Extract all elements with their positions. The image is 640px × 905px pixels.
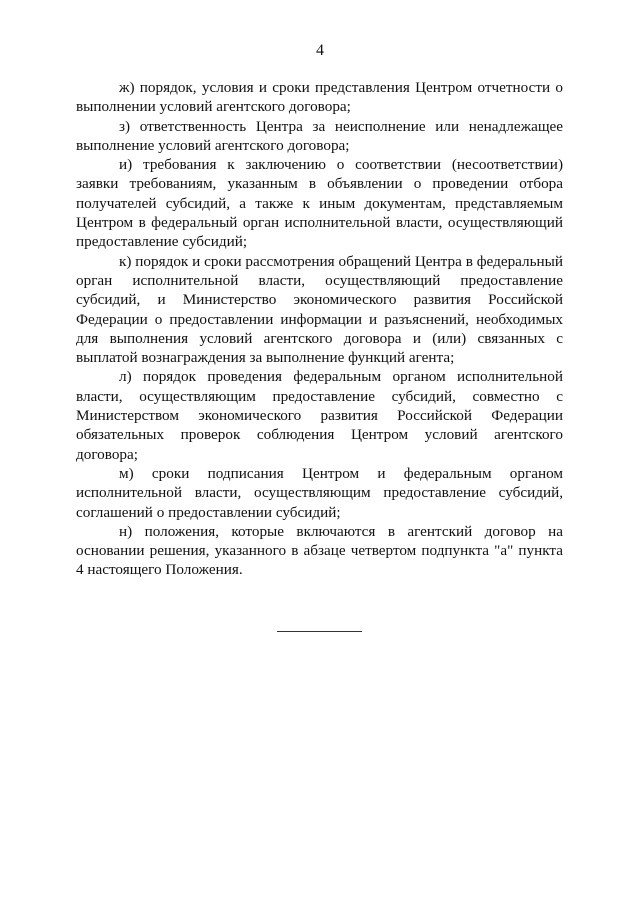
paragraph-zh: ж) порядок, условия и сроки представления Центром отчетности о выполнении условий агентского договора; (76, 79, 563, 116)
page-number: 4 (316, 42, 324, 59)
paragraph-z: з) ответственность Центра за неисполнение или ненадлежащее выполнение условий агентского договора; (76, 117, 563, 154)
paragraph-k: к) порядок и сроки рассмотрения обращений Центра в федеральный орган исполнительной власти, осуществляющий предоставление субсидий, и Министерство экономического развития Российской Федерации о предоставлении информации и разъяснений, необходимых для выполнения условий агентского договора и (или) связанных с выплатой вознаграждения за выполнение функций агента; (76, 252, 563, 367)
end-separator-line (277, 631, 362, 632)
paragraph-i: и) требования к заключению о соответствии (несоответствии) заявки требованиям, указанным в объявлении о проведении отбора получателей субсидий, а также к иным документам, представляемым Центром в федеральный орган исполнительной власти, осуществляющий предоставление субсидий; (76, 156, 563, 251)
paragraph-n: н) положения, которые включаются в агентский договор на основании решения, указанного в абзаце четвертом подпункта "а" пункта 4 настоящего Положения. (76, 522, 563, 579)
paragraph-m: м) сроки подписания Центром и федеральным органом исполнительной власти, осуществляющим предоставление субсидий, соглашений о предоставлении субсидий; (76, 464, 563, 521)
paragraph-l: л) порядок проведения федеральным органом исполнительной власти, осуществляющим предоставление субсидий, совместно с Министерством экономического развития Российской Федерации обязательных проверок соблюдения Центром условий агентского договора; (76, 368, 563, 463)
document-body (76, 78, 563, 580)
